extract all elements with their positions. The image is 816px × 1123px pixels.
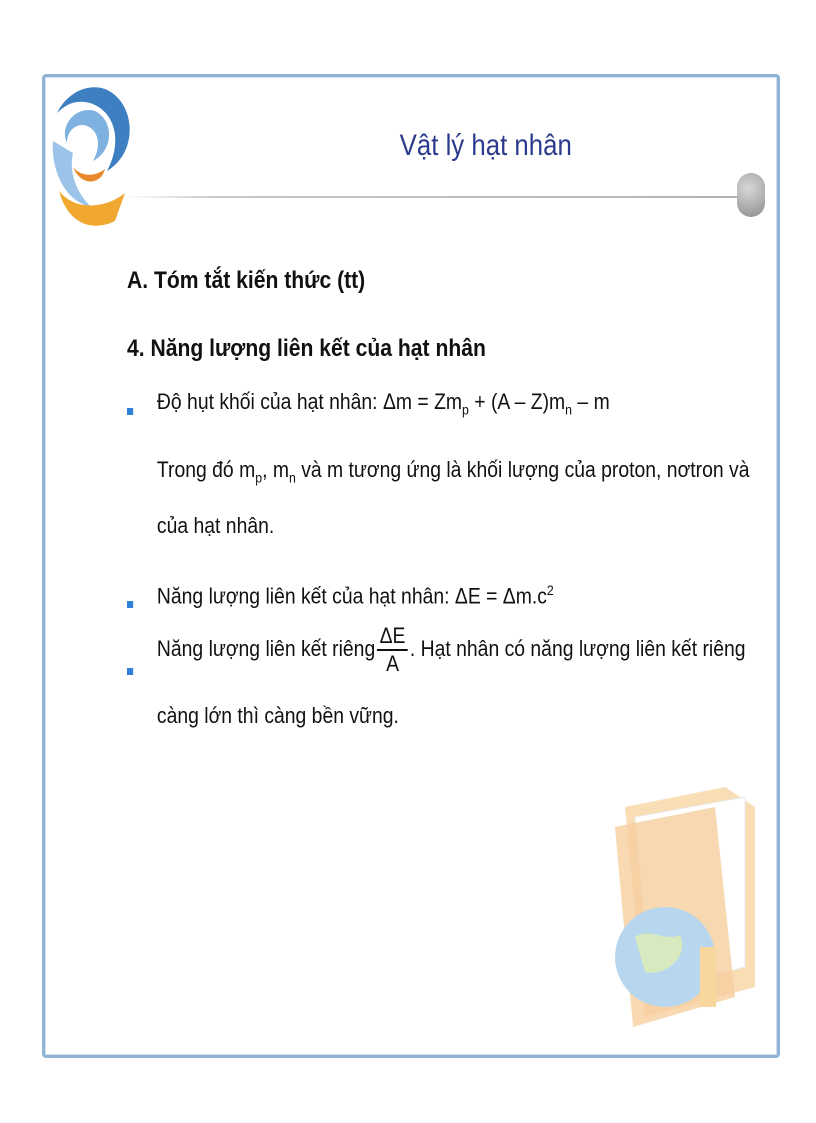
sub-n: n: [565, 401, 573, 418]
specific-binding-line-2: càng lớn thì càng bền vững.: [156, 703, 399, 728]
divider-knob: [737, 173, 765, 217]
binding-energy-line: [157, 582, 554, 609]
mass-defect-part3: – m: [572, 389, 610, 414]
note-text-3: và m tương ứng là khối lượng của proton, nơtron và: [295, 457, 750, 482]
slide-title: Vật lý hạt nhân: [399, 129, 572, 162]
fraction-denominator: A: [386, 651, 400, 676]
bullet-icon: [127, 668, 133, 675]
bullet-icon: [127, 601, 133, 608]
specific-binding-text-2: . Hạt nhân có năng lượng liên kết riêng: [409, 635, 746, 661]
subheading: 4. Năng lượng liên kết của hạt nhân: [127, 335, 486, 362]
title-divider: [125, 196, 741, 198]
note-line-2: của hạt nhân.: [156, 513, 275, 538]
mass-defect-line: [157, 389, 610, 417]
note-text-2: , m: [262, 457, 289, 482]
specific-binding-text: Năng lượng liên kết riêng: [156, 635, 376, 661]
mass-defect-text: Độ hụt khối của hạt nhân: Δm = Zm: [156, 389, 463, 414]
bullet-icon: [127, 408, 133, 415]
note-text-1: Trong đó m: [156, 457, 256, 482]
note-sub-p: p: [255, 469, 263, 486]
note-line-1: [157, 457, 750, 485]
note-sub-n: n: [288, 469, 296, 486]
fraction-numerator: ΔE: [377, 623, 408, 651]
mass-defect-part2: + (A – Z)m: [468, 389, 566, 414]
folder-globe-decoration: [605, 767, 775, 1052]
binding-energy-text: Năng lượng liên kết của hạt nhân: ΔE = Δm.c: [156, 583, 547, 609]
sub-p: p: [462, 401, 469, 418]
sup-2: 2: [546, 582, 554, 598]
fraction: [377, 623, 408, 677]
section-heading: A. Tóm tắt kiến thức (tt): [127, 267, 366, 294]
slide-frame: [42, 74, 780, 1058]
specific-binding-line: [157, 623, 746, 677]
